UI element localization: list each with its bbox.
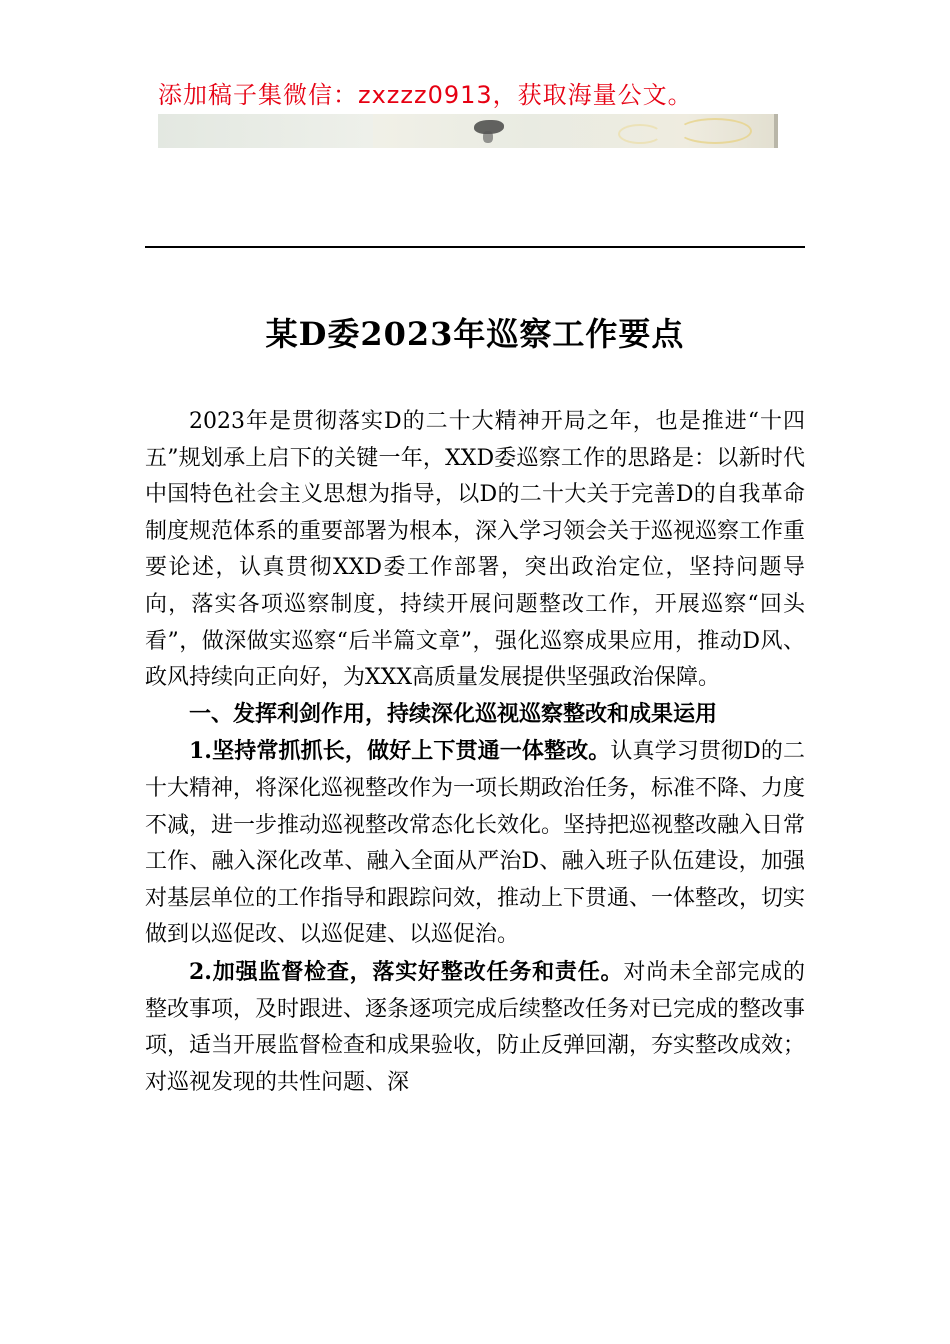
promo-banner (158, 72, 778, 148)
banner-decorative-image (158, 114, 778, 148)
section-heading-1: 一、发挥利剑作用，持续深化巡视巡察整改和成果运用 (189, 701, 718, 727)
item-2-lead: 2.加强监督检查，落实好整改任务和责任。 (189, 958, 624, 985)
document-title: 某D委2023年巡察工作要点 (265, 315, 685, 353)
intro-paragraph: 2023年是贯彻落实D的二十大精神开局之年，也是推进“十四五”规划承上启下的关键一年，XXD委巡察工作的思路是：以新时代中国特色社会主义思想为指导，以D的二十大关于完善D的自我革命制度规范体系的重要部署为根本，深入学习领会关于巡视巡察工作重要论述，认真贯彻XXD委工作部署，突出政治定位，坚持问题导向，落实各项巡察制度，持续开展问题整改工作，开展巡察“回头看”，做深做实巡察“后半篇文章”，强化巡察成果应用，推动D风、政风持续向正向好，为XXX高质量发展提供坚强政治保障。 (145, 409, 806, 691)
item-1-body: 认真学习贯彻D的二十大精神，将深化巡视整改作为一项长期政治任务，标准不降、力度不减，进一步推动巡视整改常态化长效化。坚持把巡视整改融入日常工作、融入深化改革、融入全面从严治D、融入班子队伍建设，加强对基层单位的工作指导和跟踪问效，推动上下贯通、一体整改，切实做到以巡促改、以巡促建、以巡促治。 (145, 739, 806, 948)
header-divider (145, 246, 805, 248)
document-body (145, 404, 805, 1101)
promo-banner-text: 添加稿子集微信：zxzzz0913，获取海量公文。 (158, 81, 693, 109)
item-1-lead: 1.坚持常抓抓长，做好上下贯通一体整改。 (189, 738, 611, 765)
item-2-body: 对尚未全部完成的整改事项，及时跟进、逐条逐项完成后续整改任务对已完成的整改事项，适当开展监督检查和成果验收，防止反弹回潮，夯实整改成效；对巡视发现的共性问题、深 (145, 959, 806, 1095)
item-paragraph-2 (145, 954, 805, 1101)
item-paragraph-1 (145, 733, 805, 954)
